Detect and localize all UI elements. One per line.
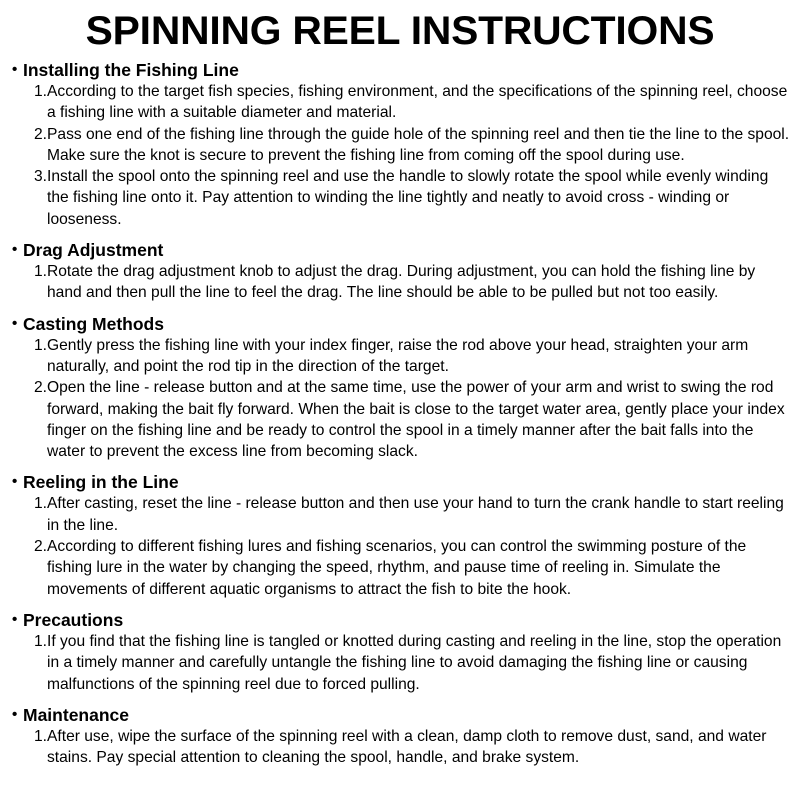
section-heading <box>10 471 794 493</box>
step-list <box>10 493 794 599</box>
step-text: After use, wipe the surface of the spinning reel with a clean, damp cloth to remove dust, sand, and water stains. Pay special attention to cleaning the spool, handle, and brake system. <box>47 727 767 767</box>
step-item <box>10 631 794 695</box>
section-heading <box>10 704 794 726</box>
section <box>10 313 794 463</box>
step-text: Install the spool onto the spinning reel and use the handle to slowly rotate the spool while evenly winding the fishing line onto it. Pay attention to winding the line tightly and neatly to avoid cross - winding or looseness. <box>47 168 769 228</box>
step-text: Open the line - release button and at the same time, use the power of your arm and wrist to swing the rod forward, making the bait fly forward. When the bait is close to the target water area, gently place your index finger on the fishing line and be ready to control the spool in a timely manner after the bait falls into the water to prevent the excess line from becoming slack. <box>47 379 785 461</box>
bullet-icon: • <box>12 705 18 723</box>
step-number: 1. <box>33 632 47 650</box>
step-item <box>10 124 794 167</box>
step-item <box>10 377 794 462</box>
section-heading <box>10 239 794 261</box>
step-number: 1. <box>33 336 47 354</box>
bullet-icon: • <box>12 61 18 78</box>
step-item <box>10 536 794 600</box>
step-number: 1. <box>33 83 47 100</box>
step-number: 2. <box>33 538 47 556</box>
section-heading-label: Reeling in the Line <box>23 472 179 493</box>
step-number: 2. <box>33 125 47 143</box>
section-heading-label: Precautions <box>23 609 124 630</box>
step-list <box>10 631 794 695</box>
section <box>10 59 794 230</box>
step-item <box>10 726 794 769</box>
section <box>10 239 794 304</box>
bullet-icon: • <box>12 610 18 628</box>
step-number: 1. <box>33 495 47 513</box>
bullet-icon: • <box>12 314 18 332</box>
step-text: If you find that the fishing line is tangled or knotted during casting and reeling in the line, stop the operation in a timely manner and carefully untangle the fishing line to avoid damaging the fishing line or causing malfunctions of the spinning reel due to forced pulling. <box>47 632 782 693</box>
step-text: Gently press the fishing line with your index finger, raise the rod above your head, straighten your arm naturally, and point the rod tip in the direction of the target. <box>47 336 749 375</box>
step-item <box>10 166 794 230</box>
step-number: 1. <box>33 263 47 281</box>
section-heading-label: Installing the Fishing Line <box>23 60 239 80</box>
step-text: Pass one end of the fishing line through the guide hole of the spinning reel and then tie the line to the spool. Make sure the knot is secure to prevent the fishing line from coming off the spool during use. <box>47 125 790 164</box>
instruction-sheet <box>0 7 800 807</box>
step-list <box>10 726 794 769</box>
section-list <box>0 59 800 768</box>
step-text: According to different fishing lures and fishing scenarios, you can control the swimming posture of the fishing lure in the water by changing the speed, rhythm, and pause time of reeling in. Simulate the movements of different aquatic organisms to attract the fish to bite the hook. <box>47 538 747 598</box>
step-number: 3. <box>33 168 47 186</box>
section-heading-label: Drag Adjustment <box>23 240 164 261</box>
step-list <box>10 81 794 230</box>
section <box>10 609 794 695</box>
step-number: 2. <box>33 379 47 397</box>
section <box>10 704 794 769</box>
step-item <box>10 261 794 304</box>
section-heading-label: Casting Methods <box>23 313 164 334</box>
step-item <box>10 335 794 378</box>
section-heading-label: Maintenance <box>23 704 129 725</box>
bullet-icon: • <box>12 473 18 491</box>
section-heading <box>10 313 794 335</box>
bullet-icon: • <box>12 241 18 259</box>
section <box>10 471 794 599</box>
step-text: Rotate the drag adjustment knob to adjust the drag. During adjustment, you can hold the fishing line by hand and then pull the line to feel the drag. The line should be able to be pulled but not too easily. <box>47 263 756 302</box>
step-number: 1. <box>33 727 47 745</box>
step-item <box>10 81 794 124</box>
section-heading <box>10 59 794 81</box>
step-list <box>10 261 794 304</box>
section-heading <box>10 609 794 631</box>
step-item <box>10 493 794 536</box>
page-title: SPINNING REEL INSTRUCTIONS <box>85 9 715 53</box>
step-list <box>10 335 794 463</box>
step-text: After casting, reset the line - release button and then use your hand to turn the crank handle to start reeling in the line. <box>47 495 784 534</box>
step-text: According to the target fish species, fishing environment, and the specifications of the spinning reel, choose a fishing line with a suitable diameter and material. <box>47 83 788 122</box>
